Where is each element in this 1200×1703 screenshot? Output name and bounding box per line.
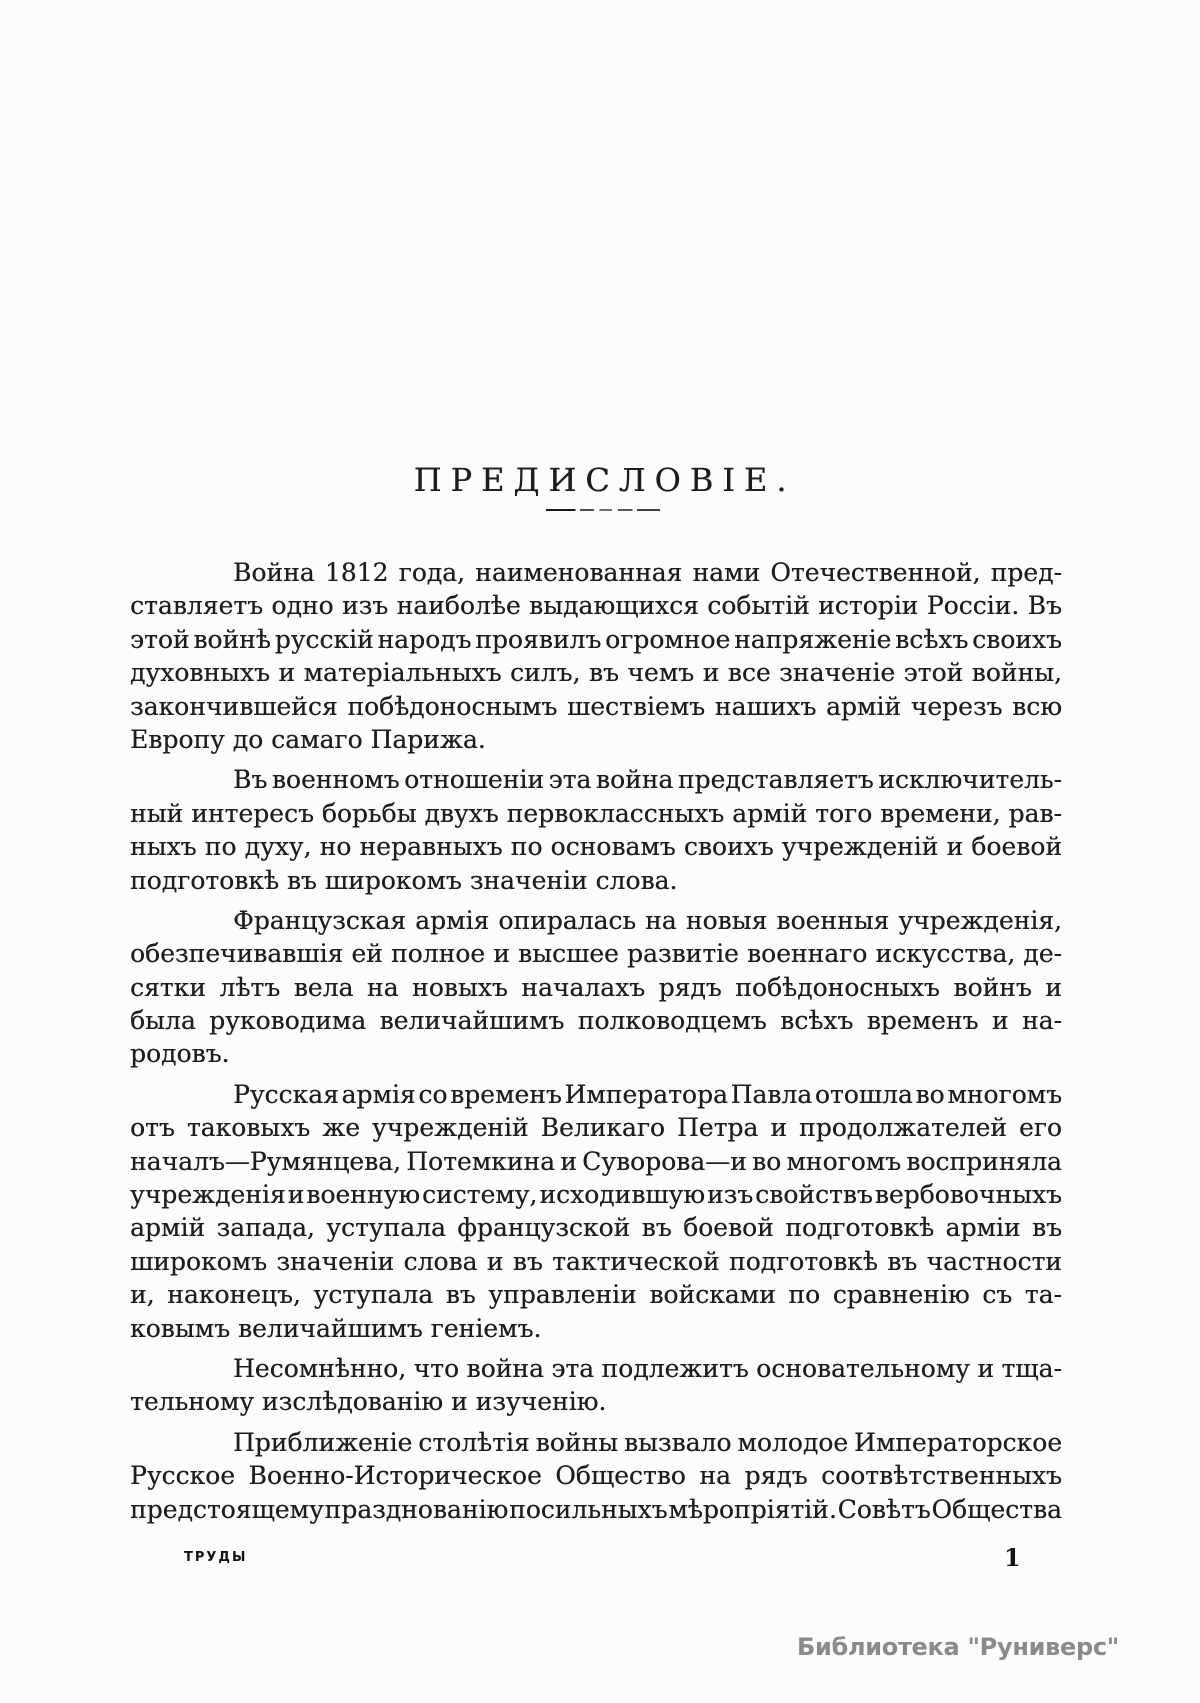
word: армій <box>130 1213 206 1243</box>
word: военную <box>306 1180 420 1210</box>
word: все <box>727 658 771 688</box>
word: руководима <box>209 1006 367 1036</box>
word: полное <box>390 939 486 969</box>
word: таковыхъ <box>186 1113 311 1143</box>
word: свойствъ <box>755 1180 873 1210</box>
word: въ <box>588 658 619 688</box>
word: молодое <box>737 1427 849 1457</box>
word: на <box>699 1461 731 1491</box>
word: отошла <box>814 1079 913 1109</box>
word: армія <box>415 905 490 935</box>
word: представляетъ <box>677 765 874 795</box>
text-line <box>130 904 1062 937</box>
word: временъ <box>866 1006 979 1036</box>
word: лѣтъ <box>219 972 281 1002</box>
text-line: ковымъ величайшимъ геніемъ. <box>130 1313 542 1343</box>
word: война <box>466 1353 544 1383</box>
word: силъ, <box>510 658 581 688</box>
word: изъ <box>341 591 389 621</box>
word: искусства, <box>875 939 1016 969</box>
word: боевой <box>683 1213 774 1243</box>
word: сравненію <box>832 1280 970 1310</box>
word: наконецъ, <box>167 1280 301 1310</box>
word: выдающихся <box>529 591 699 621</box>
word: Русское <box>130 1461 236 1491</box>
word: предстоящему <box>130 1494 324 1524</box>
text-line <box>130 1145 1062 1178</box>
word: всѣхъ <box>780 1006 854 1036</box>
word: слова <box>403 1246 478 1276</box>
text-line <box>130 1078 1062 1111</box>
text-line <box>130 1426 1062 1459</box>
text-line <box>130 1459 1062 1492</box>
paragraph <box>130 1352 1062 1419</box>
word: Военно-Историческое <box>248 1461 542 1491</box>
word: началъ—Румянцева, <box>130 1146 401 1176</box>
paragraph <box>130 556 1062 756</box>
word: въ <box>887 1246 918 1276</box>
word: на <box>366 972 399 1002</box>
word: управленіи <box>488 1280 637 1310</box>
word: духу, <box>244 832 312 862</box>
word: Общество <box>555 1461 686 1491</box>
word: война <box>595 765 674 795</box>
word: армій <box>732 798 808 828</box>
word: побѣдоноснымъ <box>347 691 558 721</box>
word: Русская <box>233 1079 339 1109</box>
word: Отечественной, <box>770 558 981 587</box>
word: вызвало <box>623 1427 732 1457</box>
section-title: ПРЕДИСЛОВІЕ. <box>413 461 796 500</box>
body-text <box>130 556 1062 1526</box>
word: частности <box>926 1246 1062 1276</box>
word: того <box>815 798 873 828</box>
word: Павла <box>730 1079 813 1109</box>
word: армій <box>826 691 902 721</box>
word: многомъ <box>947 1079 1062 1109</box>
word: вела <box>293 972 354 1002</box>
word: первоклассныхъ <box>506 798 725 828</box>
word: и <box>560 1146 577 1176</box>
word: пред- <box>990 558 1062 587</box>
text-line <box>130 797 1062 830</box>
word: проявилъ <box>475 624 602 654</box>
word: чемъ <box>627 658 695 688</box>
word: по <box>204 832 237 862</box>
word: и <box>991 1006 1009 1036</box>
word: по <box>788 1280 821 1310</box>
word: его <box>1018 1113 1062 1143</box>
word: учрежденія <box>130 1180 286 1210</box>
word: французской <box>457 1213 631 1243</box>
title-divider <box>546 509 660 511</box>
word: Въ <box>1027 591 1062 621</box>
word: побѣдоносныхъ <box>735 972 940 1002</box>
word: уступала <box>326 1213 446 1243</box>
word: Въ <box>233 765 268 795</box>
word: на <box>645 905 677 935</box>
word: значеніи <box>276 1246 395 1276</box>
word: года, <box>398 558 465 587</box>
word: и <box>287 1180 305 1210</box>
word: Общества <box>931 1494 1062 1524</box>
word: ныхъ <box>130 832 197 862</box>
word: ный <box>130 798 184 828</box>
word: двухъ <box>424 798 499 828</box>
word: нами <box>692 558 761 587</box>
word: широкомъ <box>130 1246 267 1276</box>
word: арміи <box>945 1213 1021 1243</box>
word: временъ <box>450 1079 562 1109</box>
word: исторіи <box>818 591 919 621</box>
word: отъ <box>130 1113 175 1143</box>
word: изъ <box>706 1180 754 1210</box>
word: обезпечивавшія <box>130 939 344 969</box>
word: учрежденій <box>372 1113 529 1143</box>
word: тактической <box>552 1246 720 1276</box>
word: со <box>418 1079 448 1109</box>
word: празднованію <box>324 1494 509 1524</box>
word: ей <box>351 939 383 969</box>
word: рядъ <box>658 972 722 1002</box>
word: съ <box>982 1280 1013 1310</box>
word: значеніе <box>779 658 896 688</box>
page-number: 1 <box>1004 1543 1021 1572</box>
word: русскій <box>274 624 374 654</box>
word: своихъ <box>683 832 774 862</box>
word: борьбы <box>321 798 417 828</box>
word: началахъ <box>521 972 646 1002</box>
word: и <box>278 658 296 688</box>
word: 1812 <box>324 558 389 587</box>
word: огромное <box>605 624 731 654</box>
word: наименованная <box>475 558 683 587</box>
word: и, <box>130 1280 155 1310</box>
word: Приближеніе <box>233 1427 413 1457</box>
word: полководцемъ <box>577 1006 767 1036</box>
paragraph <box>130 763 1062 897</box>
word: Совѣтъ <box>837 1494 931 1524</box>
word: Императорское <box>854 1427 1062 1457</box>
word: подготовкѣ <box>785 1213 935 1243</box>
paragraph <box>130 904 1062 1071</box>
text-line <box>130 690 1062 723</box>
text-line <box>130 937 1062 970</box>
word: всю <box>1012 691 1062 721</box>
word: опиралась <box>498 905 637 935</box>
word: своихъ <box>972 624 1062 654</box>
word: учрежденія, <box>898 905 1062 935</box>
text-line: подготовкѣ въ широкомъ значеніи слова. <box>130 865 678 895</box>
text-line: тельному изслѣдованію и изученію. <box>130 1387 607 1417</box>
word: восприняла <box>906 1146 1062 1176</box>
word: высшее <box>518 939 619 969</box>
word: эта <box>551 1353 595 1383</box>
text-line <box>130 623 1062 656</box>
text-line: Европу до самаго Парижа. <box>130 724 486 754</box>
word: и <box>946 832 964 862</box>
word: напряженіе <box>734 624 892 654</box>
text-line <box>130 830 1062 863</box>
word: духовныхъ <box>130 658 270 688</box>
word: Французская <box>233 905 407 935</box>
word: армія <box>341 1079 416 1109</box>
word: основательному <box>756 1353 970 1383</box>
word: одно <box>271 591 334 621</box>
word: и <box>702 658 720 688</box>
word: была <box>130 1006 196 1036</box>
word: тща- <box>1001 1353 1062 1383</box>
word: черезъ <box>910 691 1003 721</box>
word: во <box>752 1146 782 1176</box>
word: запада, <box>216 1213 315 1243</box>
word: но <box>319 832 352 862</box>
running-title: ТРУДЫ <box>184 1550 248 1565</box>
word: вербовочныхъ <box>874 1180 1062 1210</box>
word: шествіемъ <box>566 691 706 721</box>
word: величайшимъ <box>379 1006 565 1036</box>
word: что <box>413 1353 460 1383</box>
word: сятки <box>130 972 206 1002</box>
word: въ <box>512 1246 543 1276</box>
word: многомъ <box>786 1146 902 1176</box>
text-line <box>130 971 1062 1004</box>
word: Петра <box>677 1113 759 1143</box>
text-line <box>130 1278 1062 1311</box>
word: всѣхъ <box>895 624 969 654</box>
word: новыхъ <box>412 972 508 1002</box>
word: Война <box>233 558 315 587</box>
word: же <box>322 1113 361 1143</box>
word: закончившейся <box>130 691 338 721</box>
word: наиболѣе <box>396 591 521 621</box>
word: де- <box>1023 939 1062 969</box>
paragraph <box>130 1078 1062 1345</box>
word: новыя <box>685 905 768 935</box>
word: по <box>510 832 543 862</box>
text-line <box>130 763 1062 796</box>
library-watermark: Библиотека "Руниверс" <box>797 1633 1119 1661</box>
word: въ <box>641 1213 672 1243</box>
word: военномъ <box>271 765 400 795</box>
word: ставляетъ <box>130 591 263 621</box>
word: исходившую <box>539 1180 706 1210</box>
word: боевой <box>971 832 1062 862</box>
word: этой <box>903 658 964 688</box>
word: учрежденій <box>781 832 939 862</box>
word: уступала <box>313 1280 434 1310</box>
word: мѣропріятій. <box>668 1494 837 1524</box>
word: военнаго <box>746 939 868 969</box>
word: рав- <box>1008 798 1062 828</box>
word: та- <box>1024 1280 1062 1310</box>
text-line <box>130 1493 1062 1526</box>
word: рядъ <box>744 1461 808 1491</box>
word: и <box>770 1113 788 1143</box>
word: на- <box>1021 1006 1062 1036</box>
word: народъ <box>377 624 472 654</box>
word: столѣтія <box>418 1427 530 1457</box>
word: войны <box>535 1427 618 1457</box>
word: событій <box>707 591 810 621</box>
word: Суворова—и <box>582 1146 747 1176</box>
word: войсками <box>649 1280 776 1310</box>
word: исключитель- <box>878 765 1062 795</box>
word: и <box>493 939 510 969</box>
word: отношеніи <box>404 765 545 795</box>
word: Несомнѣнно, <box>233 1353 407 1383</box>
word: и <box>486 1246 504 1276</box>
text-line <box>130 1178 1062 1211</box>
word: Россіи. <box>926 591 1020 621</box>
word: посильныхъ <box>509 1494 668 1524</box>
word: основамъ <box>550 832 676 862</box>
text-line <box>130 1352 1062 1385</box>
word: войны, <box>971 658 1062 688</box>
word: интересъ <box>191 798 314 828</box>
text-line <box>130 1211 1062 1244</box>
word: и <box>977 1353 995 1383</box>
text-line: родовъ. <box>130 1039 230 1069</box>
word: подлежитъ <box>601 1353 749 1383</box>
word: въ <box>1032 1213 1062 1243</box>
text-line <box>130 589 1062 622</box>
word: и <box>1045 972 1062 1002</box>
text-line <box>130 1111 1062 1144</box>
word: войнѣ <box>193 624 271 654</box>
word: эта <box>548 765 592 795</box>
word: соотвѣтственныхъ <box>821 1461 1062 1491</box>
word: войнъ <box>953 972 1032 1002</box>
word: въ <box>445 1280 476 1310</box>
word: подготовкѣ <box>728 1246 878 1276</box>
text-line <box>130 1245 1062 1278</box>
word: во <box>915 1079 945 1109</box>
word: развитіе <box>626 939 739 969</box>
paragraph <box>130 1426 1062 1526</box>
text-line <box>130 1004 1062 1037</box>
word: времени, <box>880 798 1001 828</box>
text-line <box>130 556 1062 589</box>
word: Великаго <box>540 1113 665 1143</box>
word: систему, <box>421 1180 538 1210</box>
text-line <box>130 656 1062 689</box>
word: матеріальныхъ <box>303 658 502 688</box>
word: Потемкина <box>406 1146 555 1176</box>
word: продолжателей <box>799 1113 1007 1143</box>
word: нашихъ <box>714 691 817 721</box>
word: военныя <box>776 905 890 935</box>
word: этой <box>130 624 190 654</box>
word: Императора <box>564 1079 728 1109</box>
word: неравныхъ <box>359 832 503 862</box>
